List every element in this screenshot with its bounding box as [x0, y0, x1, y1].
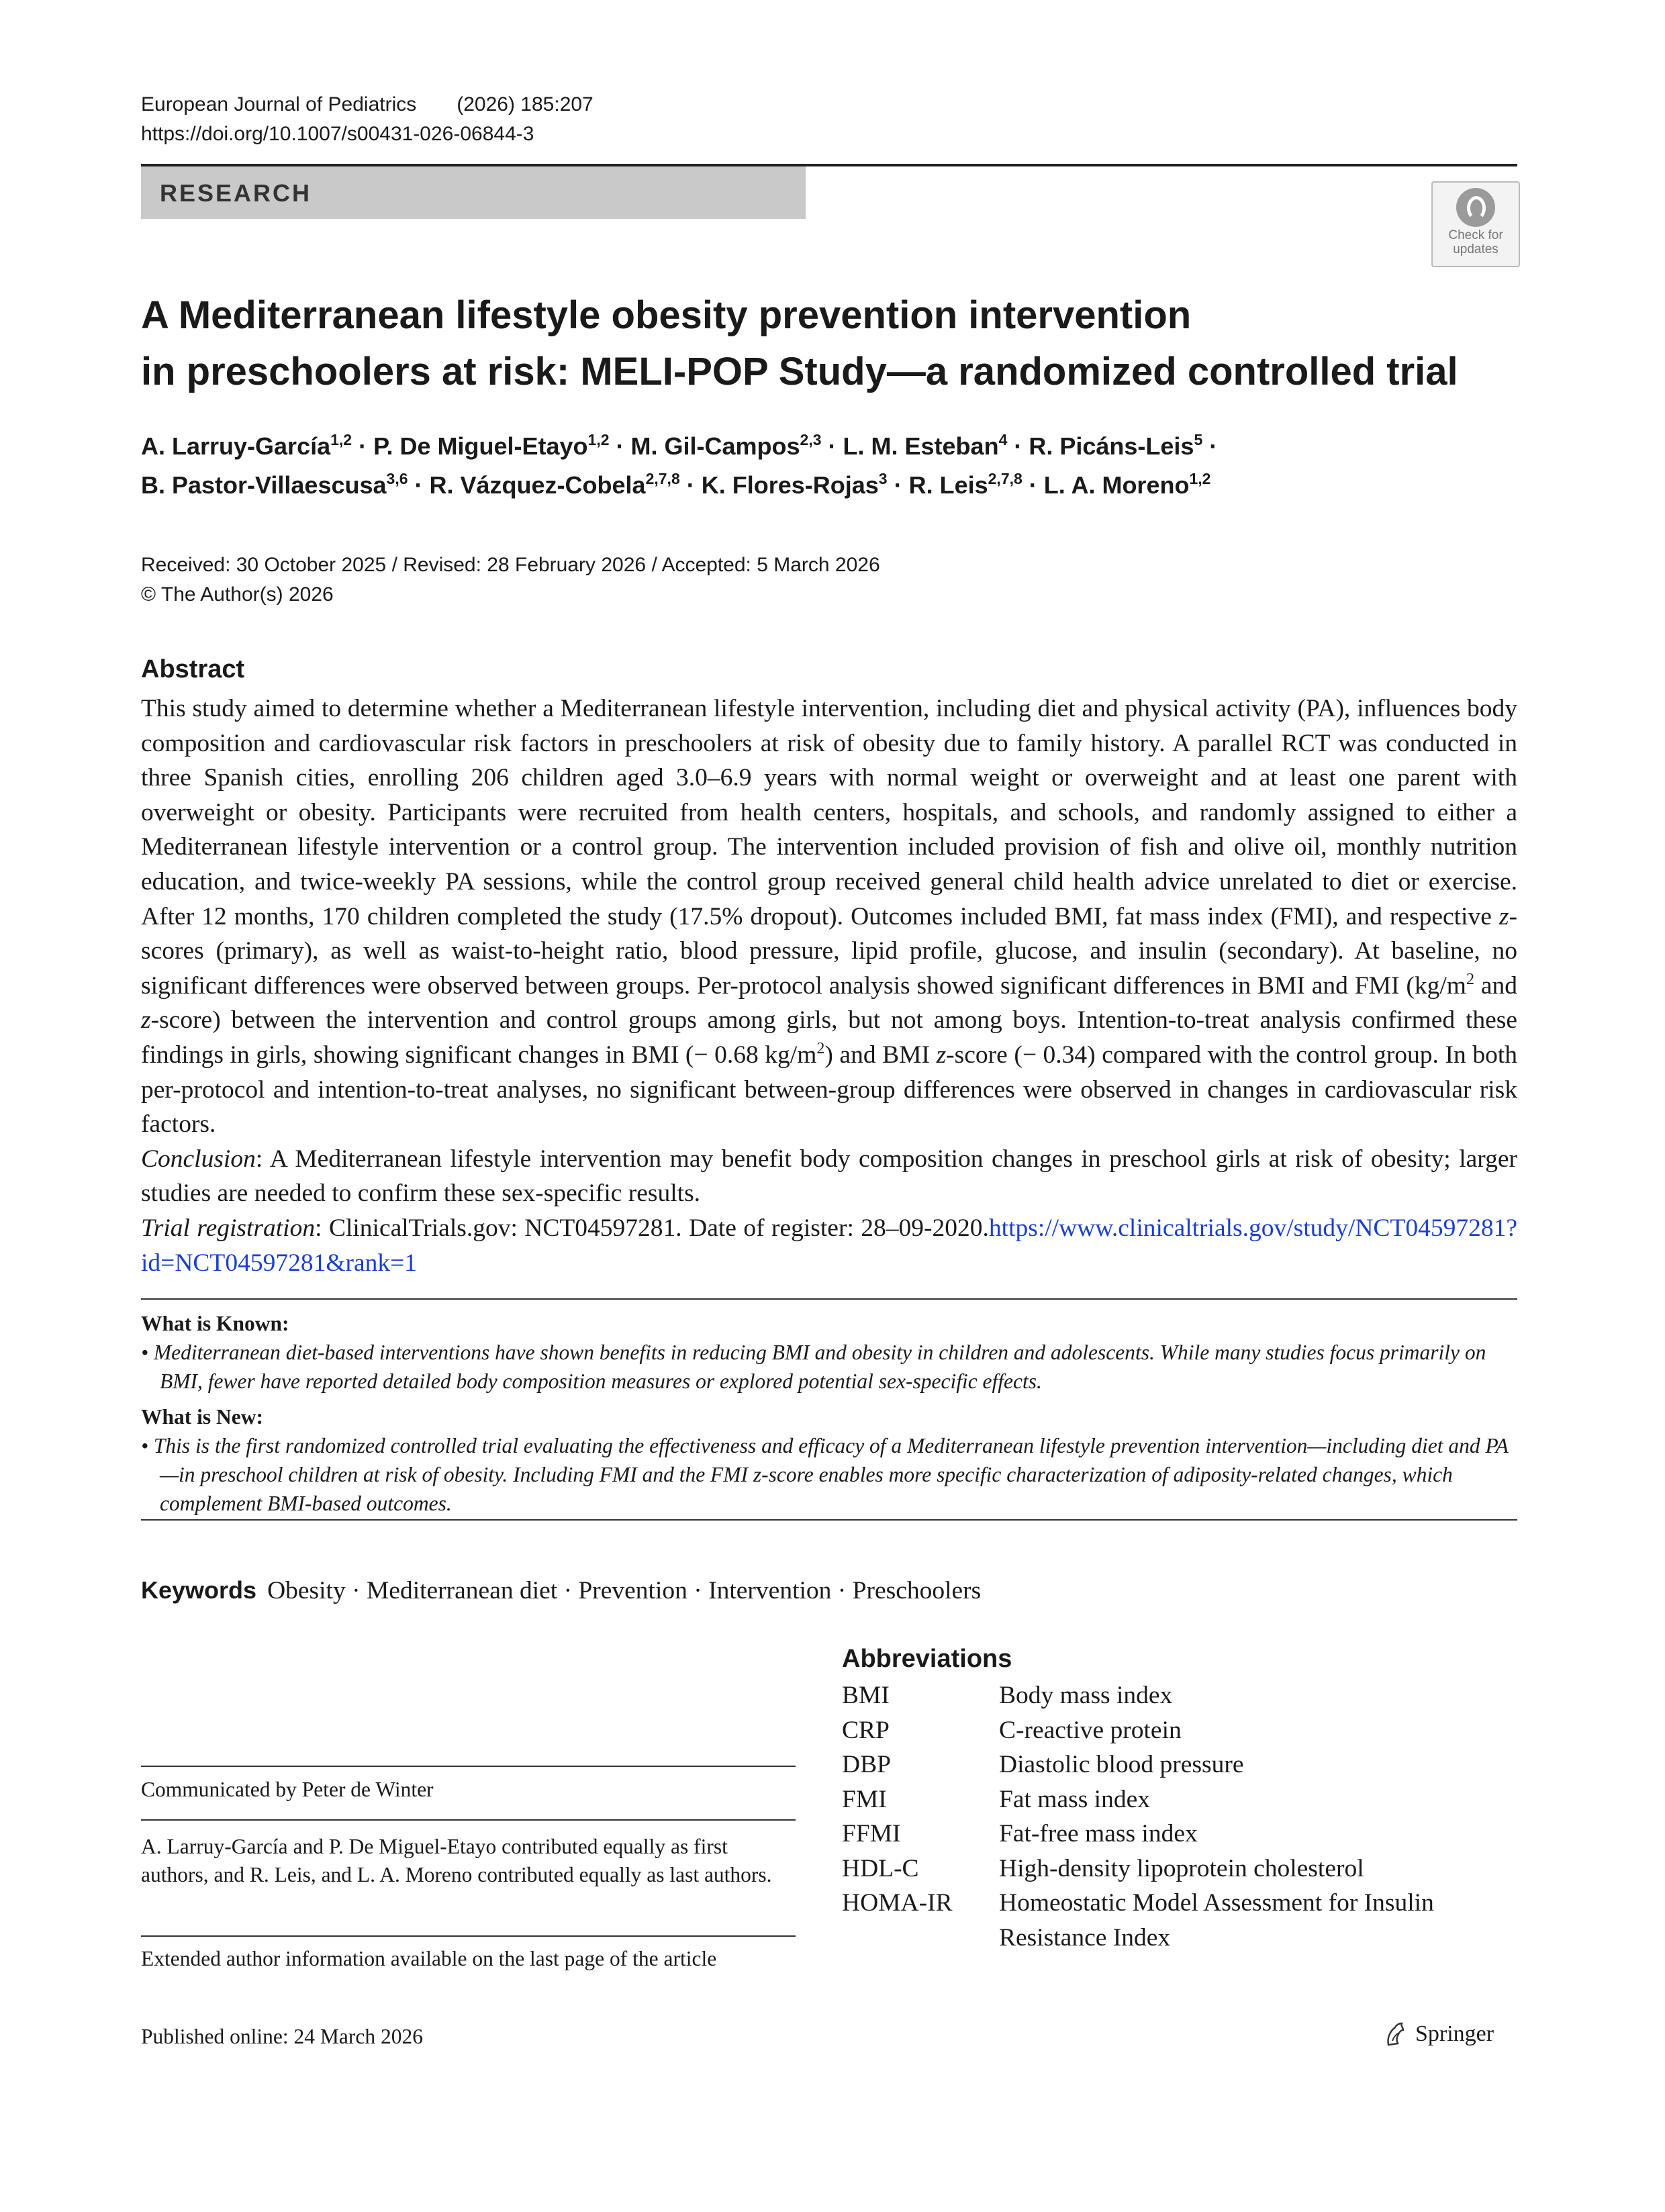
copyright: © The Author(s) 2026	[141, 583, 334, 606]
known-item: • Mediterranean diet-based interventions have shown benefits in reducing BMI and obesity in children and adolescents. While many studies focus primarily on BMI, fewer have reported detailed body composition measures or explored potential sex-specific effects.	[141, 1341, 1486, 1393]
author-name[interactable]: L. M. Esteban	[843, 432, 999, 460]
footnote-rule	[141, 1935, 796, 1937]
abbreviation-value: Body mass index	[999, 1682, 1173, 1709]
author-name[interactable]: M. Gil-Campos	[630, 432, 800, 460]
journal-name: European Journal of Pediatrics	[141, 93, 417, 115]
abbreviation-key: DBP	[842, 1751, 891, 1778]
abstract-sup: 2	[816, 1039, 825, 1057]
what-is-known-box	[141, 1309, 1517, 1525]
article-title	[141, 287, 1517, 400]
abstract-text: -scores (primary), as well as waist-to-height ratio, blood pressure, lipid profile, glucose, and insulin (secondary). At baseline, no significant differences were observed between groups. Per-protocol analysis showed significant differences in BMI and FMI (kg/m	[141, 902, 1517, 1000]
abbreviation-row	[842, 1886, 1520, 1955]
author-line-2: B. Pastor-Villaescusa$^{3,6}$ · R. Vázquez-Cobela$^{2,7,8}$ · K. Flores-Rojas$^3$ · R. Leis$^{2,7,8}$ · L. A. Moreno$^{1,2}$	[141, 470, 1211, 499]
check-updates-line2: updates	[1453, 242, 1498, 256]
publisher-name: Springer	[1415, 2021, 1494, 2046]
published-online: Published online: 24 March 2026	[141, 2025, 423, 2048]
author-affiliation: 4	[998, 431, 1008, 448]
abbreviation-row	[842, 1852, 1520, 1886]
author-affiliation: 2,3	[800, 431, 822, 448]
abstract-body	[141, 691, 1517, 1280]
author-affiliation: 5	[1194, 431, 1203, 448]
check-updates-line1: Check for	[1448, 228, 1503, 242]
author-affiliation: 1,2	[330, 431, 352, 448]
conclusion-text: : A Mediterranean lifestyle intervention may benefit body composition changes in preschool girls at risk of obesity; larger studies are needed to confirm these sex-specific results.	[141, 1145, 1517, 1208]
abbreviation-value: C-reactive protein	[999, 1716, 1182, 1744]
abbreviations-table	[842, 1678, 1520, 1955]
author-affiliation: 3	[878, 470, 888, 487]
abbreviation-key: HOMA-IR	[842, 1889, 953, 1917]
author-name[interactable]: K. Flores-Rojas	[701, 471, 879, 499]
author-affiliation: 1,2	[587, 431, 610, 448]
abbreviation-row	[842, 1747, 1520, 1782]
known-box-bottom-rule	[141, 1519, 1517, 1521]
crossmark-icon	[1456, 188, 1495, 227]
keywords-label: Keywords	[141, 1576, 257, 1604]
title-line-2: in preschoolers at risk: MELI-POP Study—a randomized controlled trial	[141, 350, 1458, 393]
abbreviation-key: BMI	[842, 1682, 890, 1709]
footnote-rule	[141, 1766, 796, 1767]
contribution-note: A. Larruy-García and P. De Miguel-Etayo contributed equally as first authors, and R. Leis, and L. A. Moreno contributed equally as last authors.	[141, 1835, 772, 1886]
abbreviation-row	[842, 1817, 1520, 1852]
journal-header	[141, 90, 634, 149]
new-heading: What is New:	[141, 1405, 263, 1429]
author-list	[141, 427, 1517, 505]
author-affiliation: 3,6	[386, 470, 408, 487]
abbreviation-key: FFMI	[842, 1820, 901, 1847]
abstract-italic: z	[1498, 902, 1509, 930]
article-dates	[141, 550, 880, 610]
author-name[interactable]: L. A. Moreno	[1043, 471, 1190, 499]
known-heading: What is Known:	[141, 1312, 289, 1335]
abbreviation-key: HDL-C	[842, 1854, 919, 1882]
title-line-1: A Mediterranean lifestyle obesity prevention intervention	[141, 293, 1192, 337]
abbreviation-value: Fat-free mass index	[999, 1820, 1198, 1847]
author-affiliation: 2,7,8	[988, 470, 1022, 487]
doi-link[interactable]: https://doi.org/10.1007/s00431-026-06844-3	[141, 123, 534, 145]
author-name[interactable]: B. Pastor-Villaescusa	[141, 471, 387, 499]
abbreviation-value: High-density lipoprotein cholesterol	[999, 1854, 1364, 1882]
trial-link[interactable]: https://www.clinicaltrials.gov/study/NCT04597281?id=NCT04597281&rank=1	[141, 1214, 1517, 1277]
abstract-text: -score (− 0.34) compared with the control group. In both per-protocol and intention-to-treat analyses, no significant between-group differences were observed in changes in cardiovascular risk factors.	[141, 1041, 1517, 1139]
abstract-paragraph	[141, 691, 1517, 1142]
abbreviations-heading: Abbreviations	[842, 1645, 1012, 1673]
abstract-text: -score) between the intervention and control groups among girls, but not among boys. Intention-to-treat analysis confirmed these findings in girls, showing significant changes in BMI (− 0.68 kg/m	[141, 1006, 1517, 1069]
date-history: Received: 30 October 2025 / Revised: 28 February 2026 / Accepted: 5 March 2026	[141, 554, 880, 576]
author-name[interactable]: R. Picáns-Leis	[1029, 432, 1194, 460]
abbreviation-key: FMI	[842, 1785, 887, 1813]
author-name[interactable]: R. Vázquez-Cobela	[429, 471, 646, 499]
author-affiliation: 2,7,8	[645, 470, 680, 487]
abstract-text: and	[1474, 971, 1517, 1000]
abbreviation-value: Diastolic blood pressure	[999, 1751, 1244, 1778]
footnote-rule	[141, 1819, 796, 1821]
trial-text: : ClinicalTrials.gov: NCT04597281. Date of register: 28–09-2020.	[315, 1214, 989, 1242]
trial-label: Trial registration	[141, 1214, 316, 1242]
abbreviation-value: Fat mass index	[999, 1785, 1150, 1813]
abstract-italic: z	[141, 1006, 151, 1035]
author-name[interactable]: A. Larruy-García	[141, 432, 331, 460]
author-line-1: A. Larruy-García$^{1,2}$ · P. De Miguel-Etayo$^{1,2}$ · M. Gil-Campos$^{2,3}$ · L. M. Esteban$^4$ · R. Picáns-Leis$^5$ ·	[141, 431, 1218, 460]
check-for-updates-button[interactable]	[1431, 181, 1520, 267]
abbreviation-key: CRP	[842, 1716, 890, 1744]
abstract-conclusion	[141, 1142, 1517, 1211]
abbreviation-row	[842, 1678, 1520, 1713]
author-name[interactable]: P. De Miguel-Etayo	[373, 432, 588, 460]
communicated-by: Communicated by Peter de Winter	[141, 1778, 434, 1801]
abbreviation-row	[842, 1713, 1520, 1748]
author-affiliation: 1,2	[1189, 470, 1211, 487]
springer-horse-icon	[1383, 2021, 1409, 2048]
abstract-heading: Abstract	[141, 655, 245, 683]
abstract-trial	[141, 1211, 1517, 1280]
keywords	[141, 1576, 981, 1605]
abstract-text: This study aimed to determine whether a Mediterranean lifestyle intervention, including diet and physical activity (PA), influences body composition and cardiovascular risk factors in preschoolers at risk of obesity due to family history. A parallel RCT was conducted in three Spanish cities, enrolling 206 children aged 3.0–6.9 years with normal weight or overweight and at least one parent with overweight or obesity. Participants were recruited from health centers, hospitals, and schools, and randomly assigned to either a Mediterranean lifestyle intervention or a control group. The intervention included provision of fish and olive oil, monthly nutrition education, and twice-weekly PA sessions, while the control group received general child health advice unrelated to diet or exercise. After 12 months, 170 children completed the study (17.5% dropout). Outcomes included BMI, fat mass index (FMI), and respective	[141, 695, 1517, 930]
section-label: RESEARCH	[160, 179, 312, 207]
abbreviation-value: Homeostatic Model Assessment for Insulin Resistance Index	[999, 1889, 1434, 1952]
publisher-logo	[1383, 2021, 1494, 2048]
conclusion-label: Conclusion	[141, 1145, 256, 1173]
author-name[interactable]: R. Leis	[908, 471, 988, 499]
extended-author-info: Extended author information available on the last page of the article	[141, 1947, 717, 1970]
abstract-text: ) and BMI	[824, 1041, 937, 1069]
keywords-text: Obesity · Mediterranean diet · Prevention · Intervention · Preschoolers	[267, 1577, 982, 1604]
new-item: • This is the first randomized controlled trial evaluating the effectiveness and efficacy of a Mediterranean lifestyle prevention intervention—including diet and PA—in preschool children at risk of obesity. Including FMI and the FMI z-score enables more specific characterization of adiposity-related changes, which complement BMI-based outcomes.	[141, 1434, 1509, 1515]
abstract-italic: z	[936, 1041, 947, 1069]
abbreviation-row	[842, 1782, 1520, 1817]
journal-volume: (2026) 185:207	[457, 93, 593, 115]
known-box-top-rule	[141, 1298, 1517, 1300]
abstract-sup: 2	[1466, 970, 1474, 988]
